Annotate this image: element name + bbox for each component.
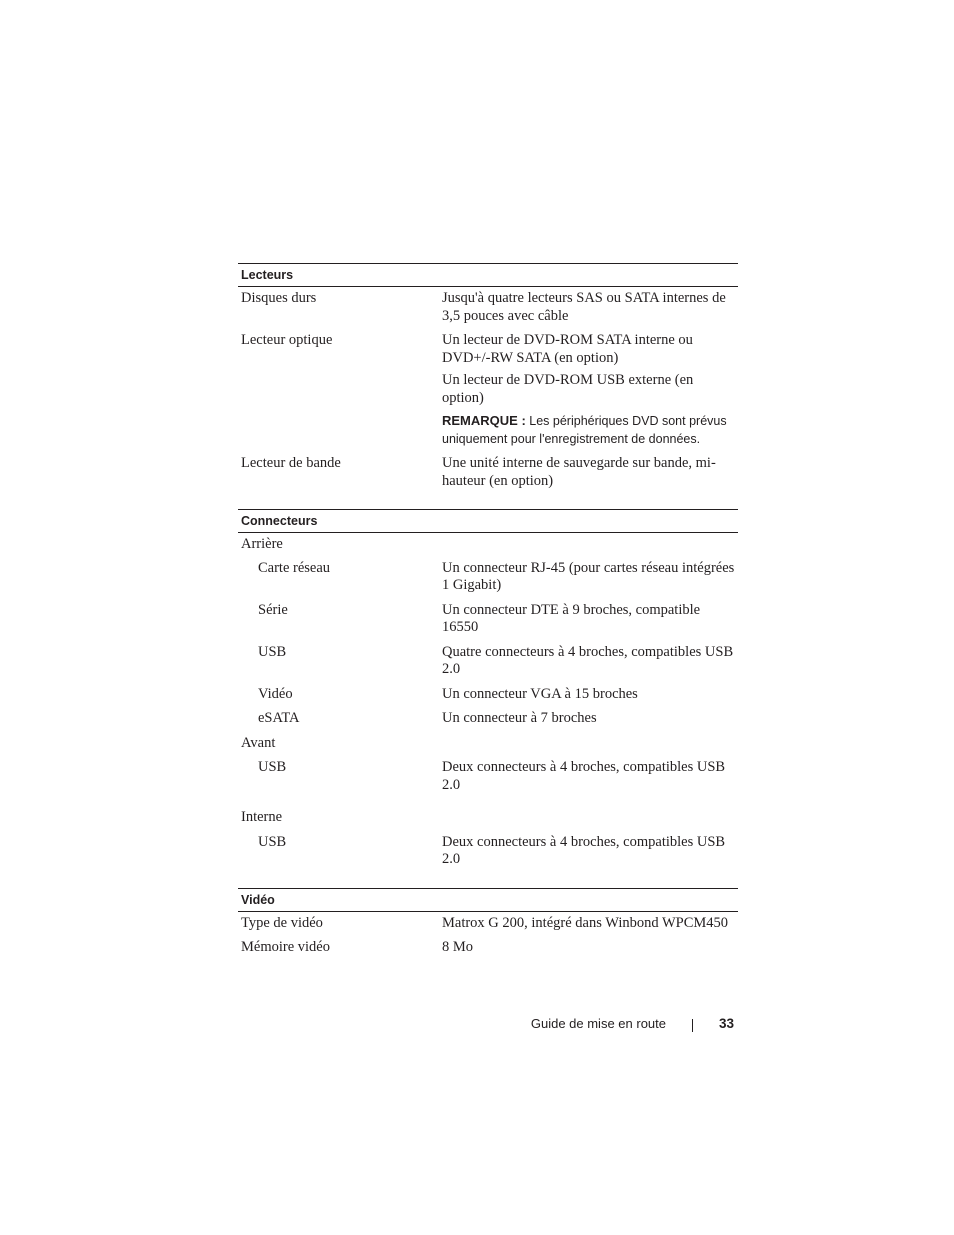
- spec-row-esata: [238, 710, 738, 728]
- spec-row-serial: [238, 602, 738, 637]
- spec-value: Un connecteur RJ-45 (pour cartes réseau intégrées 1 Gigabit): [442, 559, 735, 593]
- spec-label: Vidéo: [258, 685, 293, 702]
- spec-row-usb-rear: [238, 644, 738, 679]
- spec-value-secondary: Un lecteur de DVD-ROM USB externe (en option): [442, 372, 694, 406]
- spec-label: Disques durs: [241, 290, 317, 306]
- spec-row-video-memory: [238, 939, 738, 957]
- spec-label: Lecteur optique: [241, 332, 333, 348]
- spec-value: Deux connecteurs à 4 broches, compatibles USB 2.0: [442, 833, 726, 867]
- section-header-connectors: Connecteurs: [238, 509, 738, 533]
- spec-row-hard-drives: [238, 290, 738, 325]
- spec-row-video-type: [238, 915, 738, 933]
- note-text: Les périphériques DVD sont prévus uniquement pour l'enregistrement de données.: [442, 414, 727, 446]
- spec-label: Carte réseau: [258, 559, 331, 576]
- subsection-internal: Interne: [241, 809, 283, 825]
- note: [442, 412, 738, 448]
- spec-label: USB: [258, 759, 287, 775]
- section-header-video: Vidéo: [238, 888, 738, 912]
- spec-value: Matrox G 200, intégré dans Winbond WPCM450: [442, 914, 729, 931]
- spec-value: Quatre connecteurs à 4 broches, compatibles USB 2.0: [442, 643, 734, 677]
- spec-label: Mémoire vidéo: [241, 939, 330, 955]
- spec-value: Un connecteur VGA à 15 broches: [442, 685, 638, 702]
- page-number: 33: [718, 1016, 734, 1031]
- spec-row-nic: [238, 560, 738, 595]
- spec-label: Type de vidéo: [241, 914, 323, 931]
- spec-label: eSATA: [258, 710, 300, 726]
- page-footer: [0, 1015, 954, 1035]
- note-label: REMARQUE :: [442, 413, 526, 428]
- spec-value: Un connecteur à 7 broches: [442, 710, 597, 726]
- spec-row-optical-drive: [238, 332, 738, 448]
- spec-value: Deux connecteurs à 4 broches, compatibles USB 2.0: [442, 759, 726, 793]
- spec-value: Un connecteur DTE à 9 broches, compatible 16550: [442, 601, 701, 635]
- spec-value: Une unité interne de sauvegarde sur bande, mi-hauteur (en option): [442, 455, 716, 489]
- section-header-drives: Lecteurs: [238, 263, 738, 287]
- spec-table: [238, 263, 738, 957]
- subsection-rear: Arrière: [241, 536, 283, 552]
- spec-value: Jusqu'à quatre lecteurs SAS ou SATA internes de 3,5 pouces avec câble: [442, 290, 726, 324]
- spec-label: USB: [258, 833, 287, 850]
- spec-row-usb-front: [238, 759, 738, 794]
- subsection-front: Avant: [241, 734, 276, 751]
- spec-value: 8 Mo: [442, 939, 474, 955]
- spec-value-group: [442, 332, 738, 448]
- footer-guide-title: Guide de mise en route: [530, 1016, 666, 1031]
- spec-label: Série: [258, 601, 288, 618]
- spec-label: USB: [258, 643, 287, 660]
- spec-row-usb-internal: [238, 834, 738, 869]
- spec-row-tape-drive: [238, 455, 738, 490]
- spec-value: Un lecteur de DVD-ROM SATA interne ou DVD+/-RW SATA (en option): [442, 332, 693, 366]
- spec-label: Lecteur de bande: [241, 455, 341, 471]
- spec-row-video-connector: [238, 686, 738, 704]
- footer-separator: [692, 1019, 693, 1032]
